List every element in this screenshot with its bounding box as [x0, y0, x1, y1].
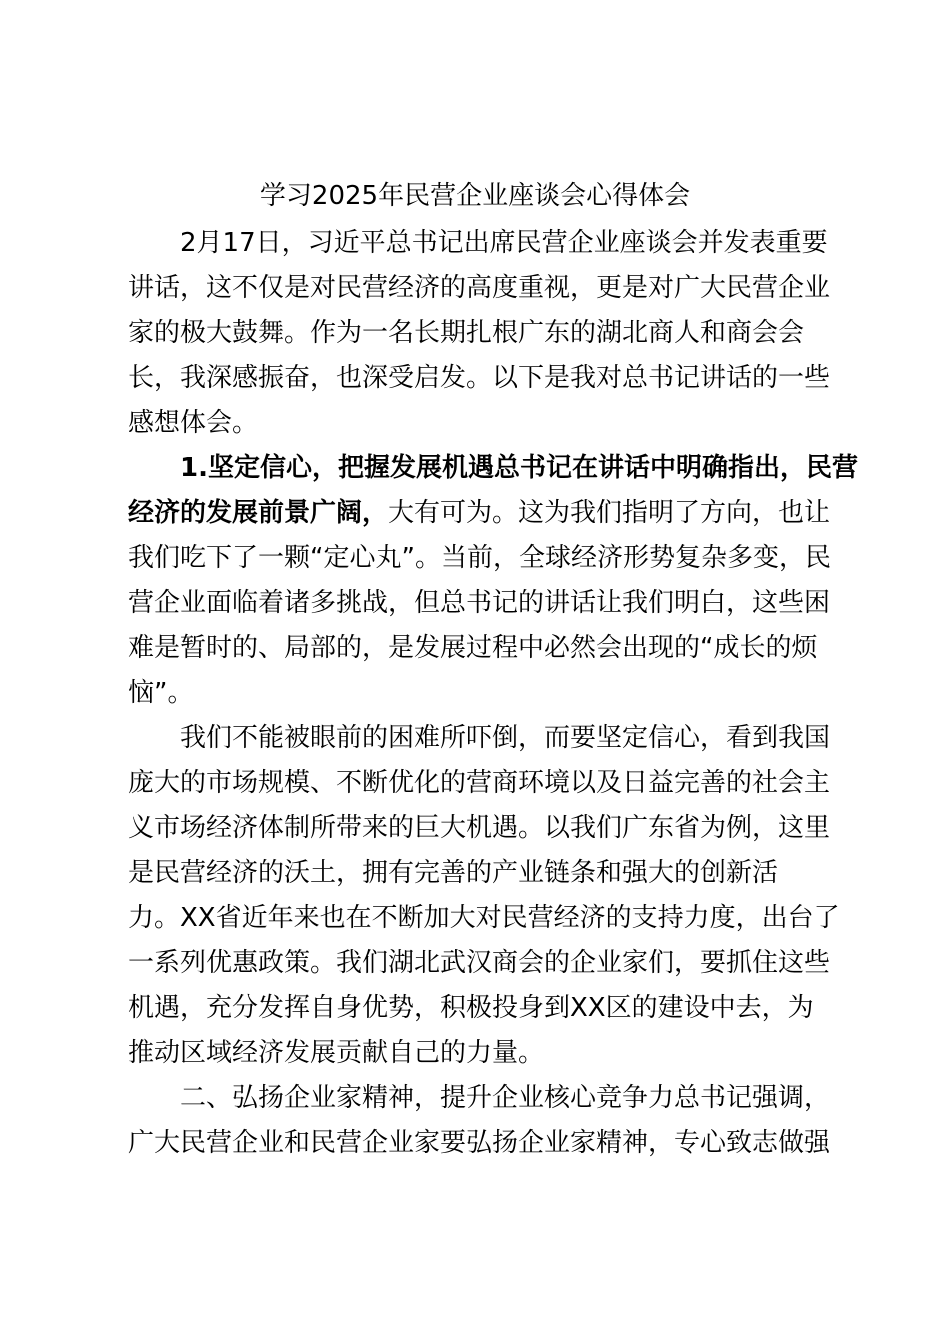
paragraph-line: 2月17日，习近平总书记出席民营企业座谈会并发表重要: [180, 228, 828, 258]
paragraph-line: [128, 493, 830, 533]
paragraph-line: 难是暂时的、局部的，是发展过程中必然会出现的“成长的烦: [128, 633, 818, 663]
paragraph-line: 广大民营企业和民营企业家要弘扬企业家精神，专心致志做强: [128, 1128, 831, 1158]
paragraph-line: 家的极大鼓舞。作为一名长期扎根广东的湖北商人和商会会: [128, 318, 805, 348]
paragraph-line: 力。XX省近年来也在不断加大对民营经济的支持力度，出台了: [128, 903, 840, 933]
paragraph-line: 我们吃下了一颗“定心丸”。当前，全球经济形势复杂多变，民: [128, 543, 831, 573]
paragraph-line: 讲话，这不仅是对民营经济的高度重视，更是对广大民营企业: [128, 273, 831, 303]
paragraph-line: 庞大的市场规模、不断优化的营商环境以及日益完善的社会主: [128, 768, 831, 798]
paragraph-line: 恼”。: [128, 678, 194, 708]
section-heading-line: 1.坚定信心，把握发展机遇总书记在讲话中明确指出，民营: [180, 453, 858, 483]
paragraph-line: 二、弘扬企业家精神，提升企业核心竞争力总书记强调，: [180, 1083, 831, 1113]
normal-text: 大有可为。这为我们指明了方向，也让: [388, 498, 831, 528]
paragraph-line: 长，我深感振奋，也深受启发。以下是我对总书记讲话的一些: [128, 363, 831, 393]
bold-text: 经济的发展前景广阔，: [128, 498, 389, 528]
paragraph-line: 我们不能被眼前的困难所吓倒，而要坚定信心，看到我国: [180, 723, 831, 753]
paragraph-line: 一系列优惠政策。我们湖北武汉商会的企业家们，要抓住这些: [128, 948, 831, 978]
paragraph-line: 是民营经济的沃土，拥有完善的产业链条和强大的创新活: [128, 858, 779, 888]
paragraph-line: 营企业面临着诸多挑战，但总书记的讲话让我们明白，这些困: [128, 588, 831, 618]
paragraph-line: 感想体会。: [128, 408, 259, 438]
paragraph-line: 机遇，充分发挥自身优势，积极投身到XX区的建设中去，为: [128, 993, 814, 1023]
paragraph-line: 推动区域经济发展贡献自己的力量。: [128, 1038, 545, 1068]
paragraph-line: 义市场经济体制所带来的巨大机遇。以我们广东省为例，这里: [128, 813, 831, 843]
document-title: 学习2025年民营企业座谈会心得体会: [259, 181, 691, 211]
